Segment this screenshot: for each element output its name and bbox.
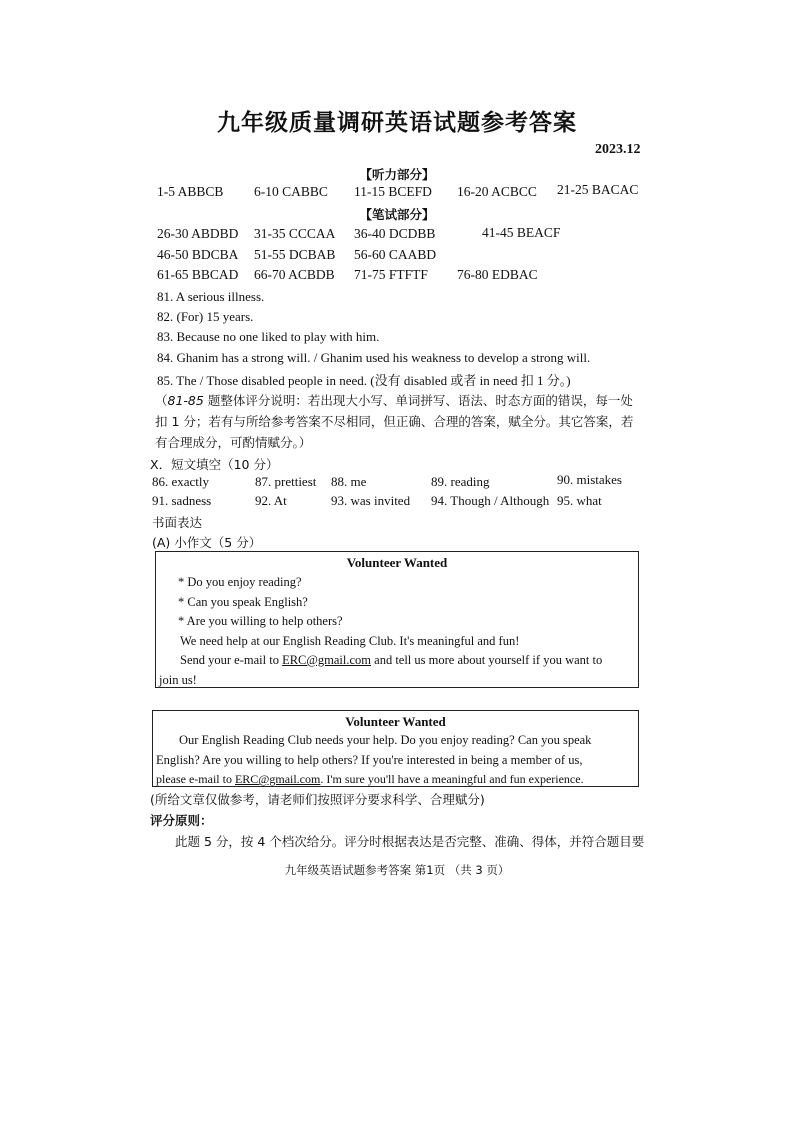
answer-group: 11-15 BCEFD <box>354 184 432 199</box>
essay-line: Our English Reading Club needs your help. Do you enjoy reading? Can you speak <box>179 733 592 747</box>
page-title: 九年级质量调研英语试题参考答案 <box>217 110 577 136</box>
sample-essay-box <box>152 710 639 787</box>
cloze-answer: 91. sadness <box>152 493 212 508</box>
scoring-note-range: 81-85 <box>167 393 204 408</box>
answer-group: 76-80 EDBAC <box>457 267 538 282</box>
essay-email-line <box>153 770 638 790</box>
cloze-answer: 88. me <box>331 474 367 489</box>
short-answer-83: 83. Because no one liked to play with him. <box>157 329 380 344</box>
scoring-note <box>155 390 645 453</box>
answer-group: 1-5 ABBCB <box>157 184 224 199</box>
listening-heading: 【听力部分】 <box>359 167 435 182</box>
answer-group: 71-75 FTFTF <box>354 267 428 282</box>
reference-note: (所给文章仅做参考，请老师们按照评分要求科学、合理赋分) <box>150 792 485 807</box>
cloze-answer: 87. prettiest <box>255 474 317 489</box>
answer-group: 16-20 ACBCC <box>457 184 537 199</box>
notice-line: * Can you speak English? <box>178 594 308 609</box>
principle-text: 此题 5 分，按 4 个档次给分。评分时根据表达是否完整、准确、得体，并符合题目要 <box>175 834 645 849</box>
notice-title: Volunteer Wanted <box>346 555 448 570</box>
essay-email-link[interactable]: ERC@gmail.com <box>234 772 321 786</box>
cloze-answer: 90. mistakes <box>557 472 622 487</box>
answer-group: 31-35 CCCAA <box>254 226 336 241</box>
scoring-note-prefix: （ <box>155 393 168 408</box>
notice-line: * Do you enjoy reading? <box>178 575 302 589</box>
exam-date: 2023.12 <box>595 142 641 157</box>
notice-line: join us! <box>159 672 197 687</box>
essay-title: Volunteer Wanted <box>345 714 446 729</box>
answer-group: 51-55 DCBAB <box>254 247 336 262</box>
notice-line: We need help at our English Reading Club. It's meaningful and fun! <box>180 633 520 648</box>
short-answer-85: 85. The / Those disabled people in need. (没有 disabled 或者 in need 扣 1 分。) <box>157 373 571 388</box>
notice-line: * Are you willing to help others? <box>178 614 343 628</box>
answer-group: 36-40 DCDBB <box>354 226 436 241</box>
short-answer-84: 84. Ghanim has a strong will. / Ghanim used his weakness to develop a strong will. <box>157 350 591 365</box>
cloze-answer: 89. reading <box>431 474 490 489</box>
essay-email-prefix: please e-mail to <box>156 772 235 786</box>
notice-email-line <box>156 651 638 671</box>
writing-heading: 书面表达 <box>152 515 203 530</box>
page-footer: 九年级英语试题参考答案 第1页 （共 3 页） <box>284 863 510 877</box>
answer-group: 21-25 BACAC <box>557 182 639 197</box>
cloze-answer: 94. Though / Although <box>431 493 550 508</box>
answer-group: 66-70 ACBDB <box>254 267 335 282</box>
volunteer-notice-box <box>155 551 639 688</box>
answer-group: 26-30 ABDBD <box>157 226 239 241</box>
essay-email-suffix: . I'm sure you'll have a meaningful and fun experience. <box>320 772 584 786</box>
short-answer-81: 81. A serious illness. <box>157 289 265 304</box>
answer-group: 41-45 BEACF <box>482 225 561 240</box>
essay-line: English? Are you willing to help others? If you're interested in being a member of us, <box>156 752 583 767</box>
principle-heading: 评分原则： <box>150 813 213 828</box>
answer-group: 56-60 CAABD <box>354 247 437 262</box>
cloze-answer: 92. At <box>255 493 287 508</box>
written-heading: 【笔试部分】 <box>359 207 435 222</box>
answer-group: 6-10 CABBC <box>254 184 328 199</box>
notice-email-link[interactable]: ERC@gmail.com <box>282 653 372 667</box>
cloze-answer: 93. was invited <box>331 493 411 508</box>
notice-email-suffix: and tell us more about yourself if you want to <box>371 653 603 667</box>
cloze-heading: X．短文填空（10 分） <box>150 457 279 472</box>
short-answer-82: 82. (For) 15 years. <box>157 309 254 324</box>
scoring-note-text: 题整体评分说明：若出现大小写、单词拼写、语法、时态方面的错误，每一处扣 1 分；若有与所给参考答案不尽相同，但正确、合理的答案，赋全分。其它答案，若有合理成分，可酌情赋分。） <box>155 393 634 450</box>
answer-group: 46-50 BDCBA <box>157 247 239 262</box>
cloze-answer: 86. exactly <box>152 474 210 489</box>
answer-group: 61-65 BBCAD <box>157 267 239 282</box>
notice-email-prefix: Send your e-mail to <box>180 653 283 667</box>
cloze-answer: 95. what <box>557 493 602 508</box>
small-essay-heading: (A) 小作文（5 分） <box>152 535 262 550</box>
